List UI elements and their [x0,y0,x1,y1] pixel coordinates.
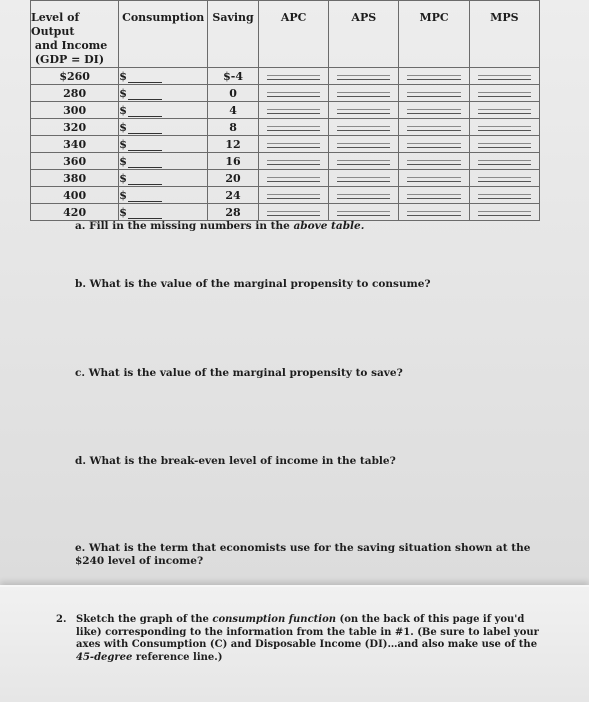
income-cell: 320 [31,119,119,136]
aps-answer-line [337,181,390,182]
mps-answer-line-upper [478,160,531,161]
mps-answer-line-upper [478,92,531,93]
question-a-emphasis: above table. [293,220,365,232]
table-row [31,136,540,153]
apc-answer-line [267,164,320,165]
aps-answer-line-upper [337,177,390,178]
aps-answer-line [337,198,390,199]
mps-answer-line [478,181,531,182]
apc-answer-line [267,147,320,148]
saving-cell: 8 [208,119,259,136]
apc-answer-line [267,215,320,216]
mps-answer-line-upper [478,211,531,212]
aps-cell[interactable] [329,102,399,119]
mps-answer-line-upper [478,194,531,195]
aps-cell[interactable] [329,85,399,102]
mpc-answer-line-upper [407,109,460,110]
header-mps: MPS [469,1,539,68]
table-row [31,68,540,85]
saving-cell: 20 [208,170,259,187]
saving-cell: 24 [208,187,259,204]
mps-answer-line [478,215,531,216]
aps-answer-line-upper [337,92,390,93]
apc-cell[interactable] [258,68,328,85]
mps-answer-line-upper [478,126,531,127]
question-2-number: 2. [56,614,67,625]
saving-cell: 4 [208,102,259,119]
header-income [31,1,119,68]
aps-cell[interactable] [329,204,399,221]
mpc-answer-line [407,164,460,165]
mpc-cell[interactable] [399,204,469,221]
aps-answer-line-upper [337,194,390,195]
saving-cell: 12 [208,136,259,153]
mps-answer-line [478,198,531,199]
aps-answer-line-upper [337,160,390,161]
saving-cell: 28 [208,204,259,221]
consumption-blank[interactable] [128,123,162,134]
currency-symbol: $ [119,120,127,134]
income-cell: 340 [31,136,119,153]
mps-answer-line [478,113,531,114]
question-a-label: a. [75,220,86,232]
saving-cell: $-4 [208,68,259,85]
table-header-row [31,1,540,68]
apc-answer-line-upper [267,92,320,93]
mps-cell[interactable] [469,68,539,85]
apc-answer-line [267,181,320,182]
apc-answer-line-upper [267,143,320,144]
mpc-cell[interactable] [399,153,469,170]
mpc-answer-line [407,147,460,148]
apc-cell[interactable] [258,85,328,102]
question-c: c. What is the value of the marginal propensity to save? [75,367,403,379]
consumption-blank[interactable] [128,89,162,100]
mps-cell[interactable] [469,170,539,187]
consumption-cell[interactable] [119,170,208,187]
mps-cell[interactable] [469,187,539,204]
consumption-cell[interactable] [119,204,208,221]
aps-answer-line [337,215,390,216]
header-mpc: MPC [399,1,469,68]
table-row [31,204,540,221]
question-2-part2: (on the back of this page if you'd like) corresponding to the information from the table in #1. (Be sure to label your axes with Consumption (C) and Disposable Income (DI)…and also make use of the [76,614,539,650]
aps-cell[interactable] [329,170,399,187]
aps-answer-line [337,113,390,114]
question-2-text [76,614,548,664]
mpc-answer-line [407,215,460,216]
table-row [31,85,540,102]
table-row [31,119,540,136]
saving-cell: 0 [208,85,259,102]
currency-symbol: $ [119,137,127,151]
income-cell: 380 [31,170,119,187]
apc-answer-line [267,198,320,199]
consumption-cell[interactable] [119,85,208,102]
aps-cell[interactable] [329,68,399,85]
mps-cell[interactable] [469,204,539,221]
table-row [31,187,540,204]
apc-answer-line [267,130,320,131]
currency-symbol: $ [119,171,127,185]
currency-symbol: $ [119,103,127,117]
income-cell: 420 [31,204,119,221]
aps-cell[interactable] [329,153,399,170]
consumption-cell[interactable] [119,136,208,153]
income-cell: 280 [31,85,119,102]
mps-cell[interactable] [469,136,539,153]
question-2-emphasis-consumption-function: consumption function [212,614,337,625]
apc-cell[interactable] [258,102,328,119]
mps-cell[interactable] [469,153,539,170]
header-income-line2: and Income [34,39,108,52]
mpc-cell[interactable] [399,85,469,102]
mpc-answer-line-upper [407,177,460,178]
mpc-answer-line-upper [407,143,460,144]
mpc-answer-line [407,79,460,80]
mps-answer-line-upper [478,109,531,110]
apc-answer-line-upper [267,211,320,212]
header-aps: APS [329,1,399,68]
aps-answer-line [337,79,390,80]
saving-cell: 16 [208,153,259,170]
mpc-answer-line [407,198,460,199]
mpc-cell[interactable] [399,102,469,119]
mps-cell[interactable] [469,102,539,119]
question-a [75,220,555,233]
apc-cell[interactable] [258,187,328,204]
consumption-blank[interactable] [128,191,162,202]
question-2-part3: reference line.) [135,651,223,663]
income-cell: 400 [31,187,119,204]
mpc-answer-line-upper [407,126,460,127]
aps-cell[interactable] [329,119,399,136]
aps-cell[interactable] [329,187,399,204]
mps-answer-line-upper [478,75,531,76]
question-2 [58,614,548,664]
aps-cell[interactable] [329,136,399,153]
apc-answer-line-upper [267,109,320,110]
mps-answer-line [478,96,531,97]
mpc-answer-line [407,130,460,131]
income-cell: 300 [31,102,119,119]
mpc-answer-line-upper [407,92,460,93]
header-consumption: Consumption [119,1,208,68]
mpc-answer-line-upper [407,160,460,161]
currency-symbol: $ [119,69,127,83]
apc-cell[interactable] [258,136,328,153]
question-a-text: Fill in the missing numbers in the [89,220,290,232]
consumption-blank[interactable] [128,72,162,83]
mpc-answer-line-upper [407,211,460,212]
question-b: b. What is the value of the marginal propensity to consume? [75,278,431,290]
consumption-blank[interactable] [128,157,162,168]
mpc-answer-line [407,96,460,97]
aps-answer-line [337,96,390,97]
aps-answer-line [337,147,390,148]
mps-cell[interactable] [469,119,539,136]
consumption-blank[interactable] [128,174,162,185]
apc-answer-line [267,79,320,80]
aps-answer-line [337,164,390,165]
mpc-cell[interactable] [399,136,469,153]
aps-answer-line-upper [337,211,390,212]
table-row [31,153,540,170]
aps-answer-line [337,130,390,131]
apc-cell[interactable] [258,119,328,136]
mps-cell[interactable] [469,85,539,102]
question-e: e. What is the term that economists use for the saving situation shown at the $240 level of income? [75,542,531,567]
consumption-blank[interactable] [128,208,162,219]
mpc-answer-line [407,113,460,114]
mpc-cell[interactable] [399,170,469,187]
apc-answer-line [267,96,320,97]
question-d: d. What is the break-even level of income in the table? [75,455,396,467]
mps-answer-line [478,79,531,80]
aps-answer-line-upper [337,143,390,144]
consumption-cell[interactable] [119,187,208,204]
apc-answer-line [267,113,320,114]
mpc-answer-line-upper [407,75,460,76]
apc-cell[interactable] [258,153,328,170]
consumption-cell[interactable] [119,102,208,119]
table-row [31,170,540,187]
mpc-cell[interactable] [399,119,469,136]
data-table [30,0,540,221]
income-cell: $260 [31,68,119,85]
apc-answer-line-upper [267,177,320,178]
consumption-cell[interactable] [119,68,208,85]
mps-answer-line-upper [478,177,531,178]
currency-symbol: $ [119,86,127,100]
aps-answer-line-upper [337,75,390,76]
consumption-cell[interactable] [119,153,208,170]
header-income-line3: (GDP = DI) [34,53,105,66]
apc-answer-line-upper [267,126,320,127]
mps-answer-line [478,130,531,131]
apc-cell[interactable] [258,170,328,187]
apc-answer-line-upper [267,194,320,195]
aps-answer-line-upper [337,109,390,110]
consumption-blank[interactable] [128,140,162,151]
header-income-line1: Level of Output [31,11,80,38]
currency-symbol: $ [119,154,127,168]
mpc-answer-line [407,181,460,182]
apc-answer-line-upper [267,160,320,161]
question-2-emphasis-45-degree: 45-degree [76,651,133,663]
currency-symbol: $ [119,188,127,202]
currency-symbol: $ [119,205,127,219]
mpc-cell[interactable] [399,187,469,204]
table-row [31,102,540,119]
consumption-blank[interactable] [128,106,162,117]
header-apc: APC [258,1,328,68]
apc-answer-line-upper [267,75,320,76]
mps-answer-line [478,164,531,165]
apc-cell[interactable] [258,204,328,221]
consumption-cell[interactable] [119,119,208,136]
mps-answer-line-upper [478,143,531,144]
income-cell: 360 [31,153,119,170]
question-2-part1: Sketch the graph of the [76,614,209,625]
mps-answer-line [478,147,531,148]
header-saving: Saving [208,1,259,68]
aps-answer-line-upper [337,126,390,127]
table-body [31,68,540,221]
mpc-answer-line-upper [407,194,460,195]
mpc-cell[interactable] [399,68,469,85]
